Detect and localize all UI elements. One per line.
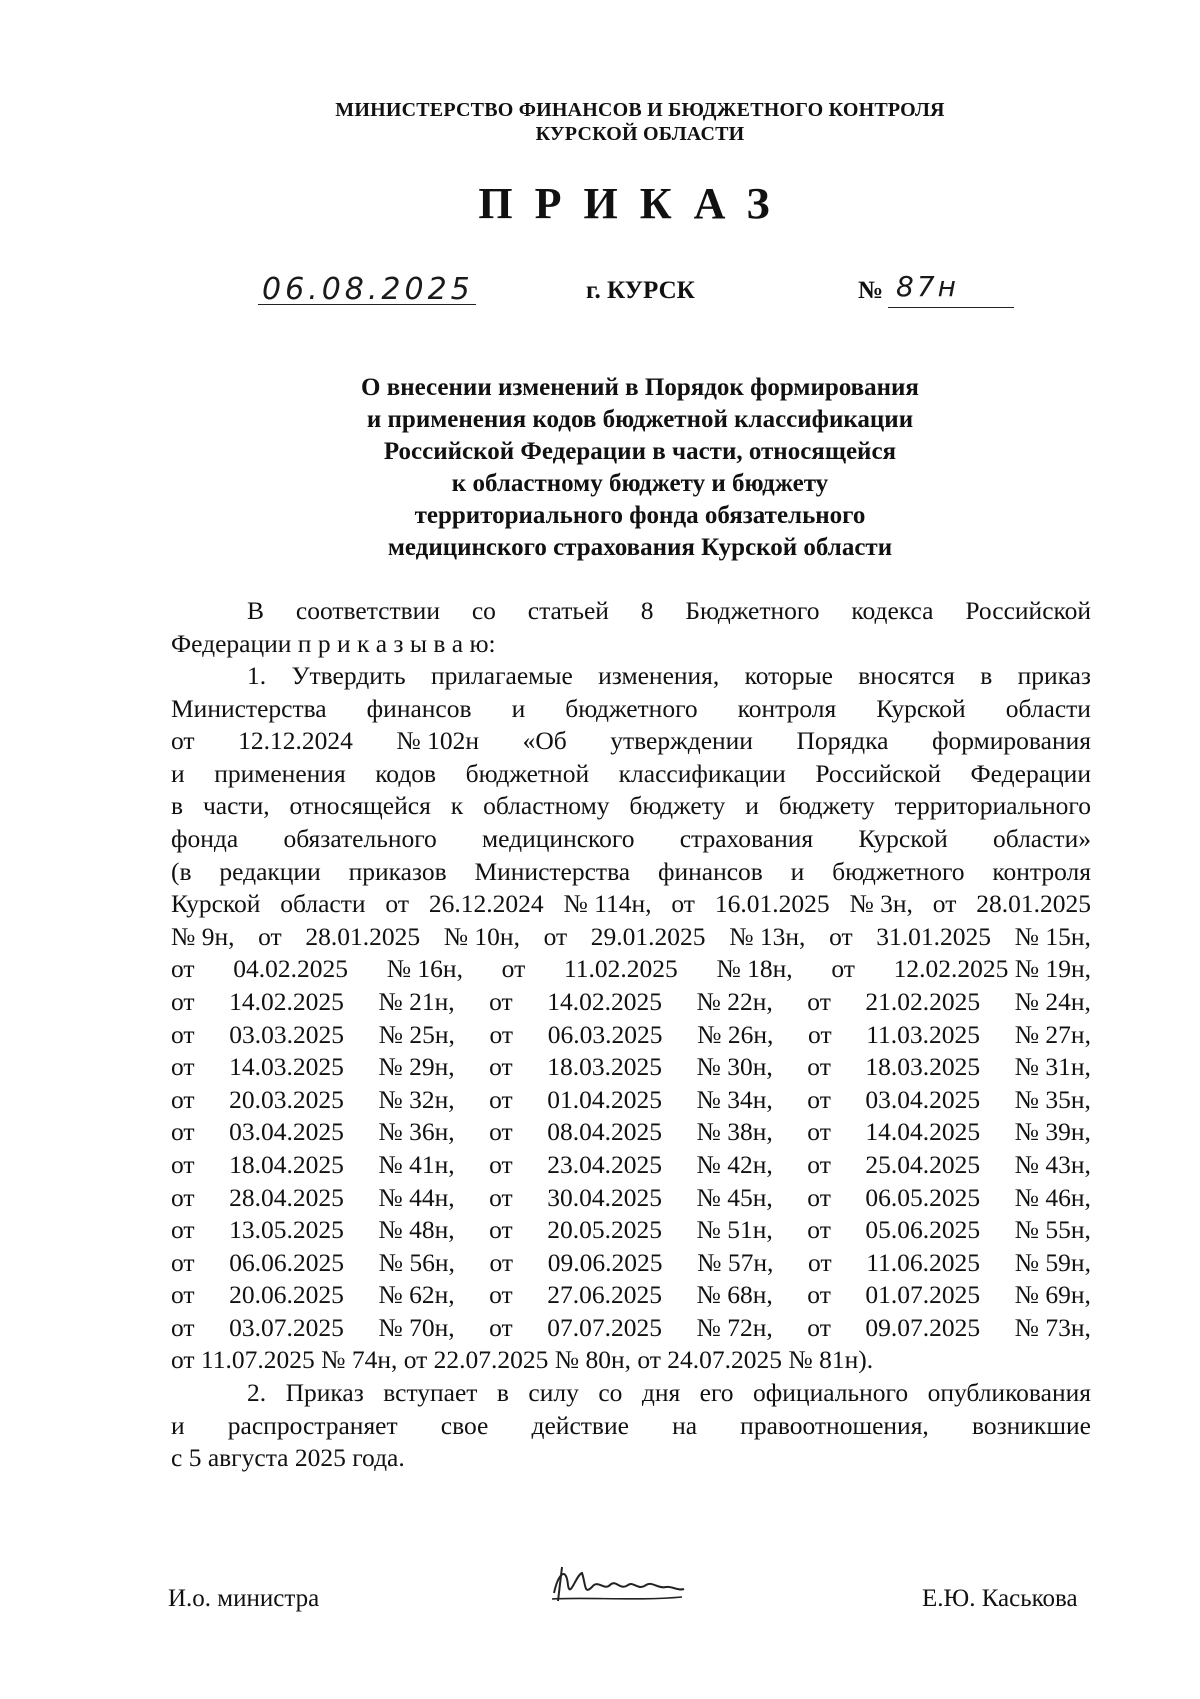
text-line (171, 1149, 1091, 1182)
text-line (171, 1279, 1091, 1312)
text-line (171, 790, 1091, 823)
text-word: его (699, 1378, 734, 1407)
text-word: № 31н, (1014, 1052, 1091, 1082)
text-word: 11.06.2025 (866, 1247, 981, 1277)
text-word: 01.07.2025 (865, 1280, 981, 1310)
text-word: 01.04.2025 (547, 1084, 662, 1114)
text-word: контроля (737, 693, 837, 723)
text-word: территориального (894, 791, 1091, 821)
text-word: 14.03.2025 (229, 1052, 344, 1082)
text-word: 31.01.2025 (876, 921, 992, 951)
text-line (171, 1344, 1091, 1377)
text-word: 25.04.2025 (865, 1149, 981, 1179)
text-line (171, 1312, 1091, 1345)
text-word: изменения, (598, 661, 720, 690)
text-word: бюджетного (565, 693, 698, 723)
text-word: прилагаемые (431, 661, 573, 690)
text-line (171, 1019, 1091, 1052)
text-word: обязательного (283, 823, 437, 853)
subject-line: О внесении изменений в Порядок формирования (361, 374, 919, 401)
text-word: 06.06.2025 (229, 1247, 344, 1277)
text-word: № 69н, (1014, 1280, 1091, 1310)
text-word: № 48н, (378, 1215, 455, 1245)
text-line (171, 888, 1091, 921)
text-word: финансов (366, 693, 472, 723)
text-line (171, 823, 1091, 856)
document-title: ПРИКАЗ (478, 179, 792, 228)
text-line (171, 628, 1091, 661)
order-date: 06.08.2025 (262, 272, 474, 307)
text-word: № 21н, (378, 986, 455, 1016)
text-word: от (171, 1019, 195, 1049)
text-word: опубликования (927, 1378, 1091, 1407)
subject-line: Российской Федерации в части, относящейся (383, 438, 897, 465)
text-word: от (489, 1280, 513, 1310)
text-word: 28.01.2025 (305, 921, 421, 951)
text-word: приказ (1017, 661, 1091, 690)
text-line (171, 953, 1091, 986)
text-word: фонда (171, 823, 239, 853)
text-word: от (489, 1084, 513, 1114)
text-word: от (385, 889, 409, 919)
item-1-paragraph (171, 660, 1091, 1377)
text-word: части, (202, 791, 270, 821)
number-underline (888, 307, 1014, 308)
text-word: от (489, 1019, 514, 1049)
text-word: № 13н, (729, 921, 806, 951)
text-word: 03.03.2025 (229, 1019, 344, 1049)
text-word: от (171, 1280, 195, 1310)
text-word: бюджетного (832, 856, 965, 886)
text-word: от (489, 1312, 513, 1342)
text-word: 28.04.2025 (229, 1182, 344, 1212)
text-word: № 44н, (378, 1182, 455, 1212)
text-line (171, 758, 1091, 791)
text-word: № 16н, (386, 954, 463, 984)
text-word: с 5 августа 2025 года. (171, 1443, 405, 1473)
text-word: (в (171, 856, 192, 886)
text-word: медицинского (482, 823, 635, 853)
text-word: от (489, 1052, 513, 1082)
text-word: от (171, 1215, 195, 1245)
text-word: 07.07.2025 (547, 1312, 662, 1342)
text-word: от (808, 1019, 832, 1049)
text-word: от (807, 1280, 831, 1310)
text-word: 30.04.2025 (547, 1182, 662, 1212)
text-word: 23.04.2025 (547, 1149, 662, 1179)
text-word: областному (483, 791, 610, 821)
text-word: со (471, 596, 496, 625)
text-word: дня (641, 1378, 681, 1407)
text-word: от (831, 954, 855, 984)
text-word: от (171, 1052, 195, 1082)
text-word: от (932, 889, 957, 919)
text-word: от (489, 1149, 513, 1179)
text-word: № 35н, (1014, 1084, 1091, 1114)
text-word: 12.02.2025 № 19н, (893, 954, 1091, 984)
text-word: 11.03.2025 (866, 1019, 981, 1049)
text-word: от (807, 986, 831, 1016)
text-word: от (171, 1149, 195, 1179)
text-word: 06.03.2025 (547, 1019, 663, 1049)
text-line (171, 693, 1091, 726)
text-word: от (489, 986, 513, 1016)
signatory-name: Е.Ю. Каськова (922, 1585, 1078, 1612)
date-underline (258, 304, 476, 305)
text-word: от (171, 1117, 195, 1147)
text-word: приказов (348, 856, 447, 886)
text-word: от (489, 1182, 513, 1212)
text-word: № 32н, (378, 1084, 455, 1114)
text-word: которые (744, 661, 833, 690)
preamble-paragraph (171, 595, 1091, 660)
subject-line: территориального фонда обязательного (414, 502, 866, 529)
text-word: № 15н, (1014, 921, 1091, 951)
text-word: кодекса (851, 596, 934, 625)
handwritten-signature (548, 1555, 688, 1611)
text-word: от (807, 1084, 831, 1114)
text-line (171, 1410, 1091, 1443)
text-word: вступает (383, 1378, 478, 1407)
text-word: свое (440, 1410, 489, 1440)
text-word: № 3н, (849, 889, 913, 919)
text-word: от (171, 1247, 195, 1277)
subject-line: и применения кодов бюджетной классификации (366, 406, 914, 433)
text-word: формирования (932, 726, 1091, 756)
text-word: 14.02.2025 (229, 986, 344, 1016)
text-word: области» (992, 823, 1091, 853)
text-word: № 39н, (1014, 1117, 1091, 1147)
text-word: 05.06.2025 (865, 1215, 981, 1245)
text-word: 8 (640, 596, 654, 625)
text-word: № 57н, (697, 1247, 774, 1277)
text-line (171, 1116, 1091, 1149)
text-word: Российской (965, 596, 1091, 625)
ministry-name-line2: КУРСКОЙ ОБЛАСТИ (535, 123, 745, 145)
text-word: от (829, 921, 853, 951)
text-line (171, 1084, 1091, 1117)
text-word: на (672, 1410, 698, 1440)
text-word: № 51н, (696, 1215, 773, 1245)
text-word: 28.01.2025 (976, 889, 1091, 919)
text-word: № 72н, (696, 1312, 773, 1342)
order-subject (240, 372, 1040, 564)
text-word: 2. (247, 1378, 267, 1407)
text-word: от (171, 986, 195, 1016)
text-word: № 38н, (696, 1117, 773, 1147)
text-line (171, 595, 1091, 628)
text-word: 12.12.2024 (238, 726, 353, 756)
text-word: № 10н, (443, 921, 520, 951)
text-word: соответствии (295, 596, 440, 625)
text-word: области (280, 889, 366, 919)
text-word: 18.03.2025 (865, 1052, 981, 1082)
text-line (171, 725, 1091, 758)
text-word: 14.02.2025 (547, 986, 662, 1016)
text-word: Утвердить (291, 661, 406, 690)
text-word: от (807, 1215, 831, 1245)
text-word: № 34н, (696, 1084, 773, 1114)
text-word: 18.04.2025 (229, 1149, 344, 1179)
text-word: 16.01.2025 (714, 889, 830, 919)
text-line (171, 1051, 1091, 1084)
ministry-name-line1: МИНИСТЕРСТВО ФИНАНСОВ И БЮДЖЕТНОГО КОНТРОЛЯ (335, 99, 945, 121)
text-word: Бюджетного (685, 596, 820, 625)
text-word: 11.02.2025 (563, 954, 678, 984)
text-word: № 59н, (1014, 1247, 1091, 1277)
text-word: 27.06.2025 (547, 1280, 662, 1310)
text-word: 04.02.2025 (233, 954, 349, 984)
text-word: № 62н, (378, 1280, 455, 1310)
text-word: № 36н, (378, 1117, 455, 1147)
text-word: 29.01.2025 (590, 921, 706, 951)
text-word: официального (753, 1378, 909, 1407)
text-word: Курской (876, 693, 966, 723)
order-number: 87н (896, 270, 959, 303)
text-word: Порядка (796, 726, 889, 756)
text-word: вносятся (858, 661, 955, 690)
text-word: № 42н, (696, 1149, 773, 1179)
text-word: № 30н, (696, 1052, 773, 1082)
text-word: № 41н, (378, 1149, 455, 1179)
text-word: от (171, 1182, 195, 1212)
text-word: № 114н, (563, 889, 652, 919)
text-line (171, 1247, 1091, 1280)
text-line (171, 660, 1091, 693)
text-word: редакции (219, 856, 321, 886)
text-word: № 46н, (1014, 1182, 1091, 1212)
text-word: от (489, 1117, 513, 1147)
text-word: и (790, 856, 805, 886)
text-line (171, 1442, 1091, 1475)
text-word: 03.04.2025 (865, 1084, 981, 1114)
text-word: Министерства (171, 693, 327, 723)
text-word: 20.06.2025 (229, 1280, 344, 1310)
text-word: от (258, 921, 282, 951)
text-word: 21.02.2025 (865, 986, 981, 1016)
text-word: к (450, 791, 464, 821)
text-word: № 56н, (378, 1247, 455, 1277)
text-word: № 9н, (171, 921, 235, 951)
text-word: и (171, 1410, 185, 1440)
text-word: со (598, 1378, 623, 1407)
text-word: бюджетной (465, 758, 590, 788)
text-word: № 22н, (696, 986, 773, 1016)
text-word: 1. (247, 661, 267, 690)
text-word: Приказ (285, 1378, 364, 1407)
text-word: силу (528, 1378, 579, 1407)
item-2-paragraph (171, 1377, 1091, 1475)
text-word: 06.05.2025 (865, 1182, 981, 1212)
text-word: № 45н, (696, 1182, 773, 1212)
text-word: классификации (618, 758, 786, 788)
text-word: № 25н, (378, 1019, 455, 1049)
text-word: 08.04.2025 (547, 1117, 662, 1147)
text-word: от (807, 1149, 831, 1179)
text-word: распространяет (227, 1410, 398, 1440)
text-word: № 55н, (1014, 1215, 1091, 1245)
subject-line: к областному бюджету и бюджету (451, 470, 829, 497)
text-word: бюджету (778, 791, 875, 821)
text-word: в (171, 791, 184, 821)
text-word: В (247, 596, 265, 625)
text-word: от 11.07.2025 № 74н, от 22.07.2025 № 80н, от 24.07.2025 № 81н). (171, 1345, 874, 1375)
text-word: возникшие (971, 1410, 1091, 1440)
text-word: 18.03.2025 (547, 1052, 662, 1082)
text-word: и (745, 791, 759, 821)
text-word: от (489, 1215, 513, 1245)
text-word: действие (531, 1410, 629, 1440)
text-word: утверждении (610, 726, 753, 756)
text-line (171, 1377, 1091, 1410)
text-word: 03.07.2025 (229, 1312, 344, 1342)
text-word: от (807, 1117, 831, 1147)
order-number-label: № (858, 277, 884, 304)
text-word: от (671, 889, 695, 919)
text-word: относящейся (289, 791, 431, 821)
text-word: бюджету (629, 791, 726, 821)
text-line (171, 986, 1091, 1019)
text-word: Российской (815, 758, 941, 788)
text-word: от (808, 1247, 832, 1277)
text-line (171, 1214, 1091, 1247)
text-word: от (171, 1084, 195, 1114)
order-city: г. КУРСК (586, 277, 695, 304)
text-word: № 102н (396, 726, 480, 756)
subject-line: медицинского страхования Курской области (387, 534, 893, 561)
text-word: Федерации п р и к а з ы в а ю: (171, 628, 496, 658)
text-word: от (543, 921, 568, 951)
text-word: 09.06.2025 (547, 1247, 663, 1277)
text-word: от (807, 1312, 831, 1342)
text-word: Федерации (970, 758, 1091, 788)
text-line (171, 1182, 1091, 1215)
text-word: кодов (375, 758, 437, 788)
text-word: 13.05.2025 (229, 1215, 344, 1245)
text-word: правоотношения, (740, 1410, 929, 1440)
text-word: 14.04.2025 (865, 1117, 981, 1147)
text-word: от (489, 1247, 514, 1277)
text-line (171, 856, 1091, 889)
text-word: от (171, 726, 195, 756)
text-word: от (171, 1312, 195, 1342)
text-word: № 43н, (1014, 1149, 1091, 1179)
text-word: «Об (522, 726, 567, 756)
text-word: 20.03.2025 (229, 1084, 344, 1114)
text-word: статьей (527, 596, 609, 625)
text-word: 03.04.2025 (229, 1117, 344, 1147)
text-line (171, 921, 1091, 954)
text-word: 20.05.2025 (547, 1215, 662, 1245)
text-word: 26.12.2024 (428, 889, 544, 919)
text-word: № 26н, (697, 1019, 774, 1049)
text-word: применения (214, 758, 346, 788)
text-word: от (501, 954, 526, 984)
text-word: контроля (992, 856, 1091, 886)
text-word: № 27н, (1014, 1019, 1091, 1049)
text-word: в (496, 1378, 509, 1407)
text-word: страхования (679, 823, 814, 853)
text-word: Курской (171, 889, 261, 919)
text-word: № 68н, (696, 1280, 773, 1310)
signatory-position: И.о. министра (168, 1585, 320, 1612)
text-word: 09.07.2025 (865, 1312, 981, 1342)
text-word: Курской (858, 823, 948, 853)
text-word: № 70н, (378, 1312, 455, 1342)
text-word: от (807, 1052, 831, 1082)
text-word: № 18н, (716, 954, 793, 984)
text-word: Министерства (474, 856, 631, 886)
text-word: финансов (657, 856, 763, 886)
text-word: № 29н, (378, 1052, 455, 1082)
text-word: и (171, 758, 185, 788)
text-word: № 73н, (1014, 1312, 1091, 1342)
text-word: в (980, 661, 993, 690)
text-word: от (807, 1182, 831, 1212)
text-word: области (1005, 693, 1091, 723)
text-word: от (171, 954, 195, 984)
text-word: № 24н, (1014, 986, 1091, 1016)
text-word: и (511, 693, 526, 723)
